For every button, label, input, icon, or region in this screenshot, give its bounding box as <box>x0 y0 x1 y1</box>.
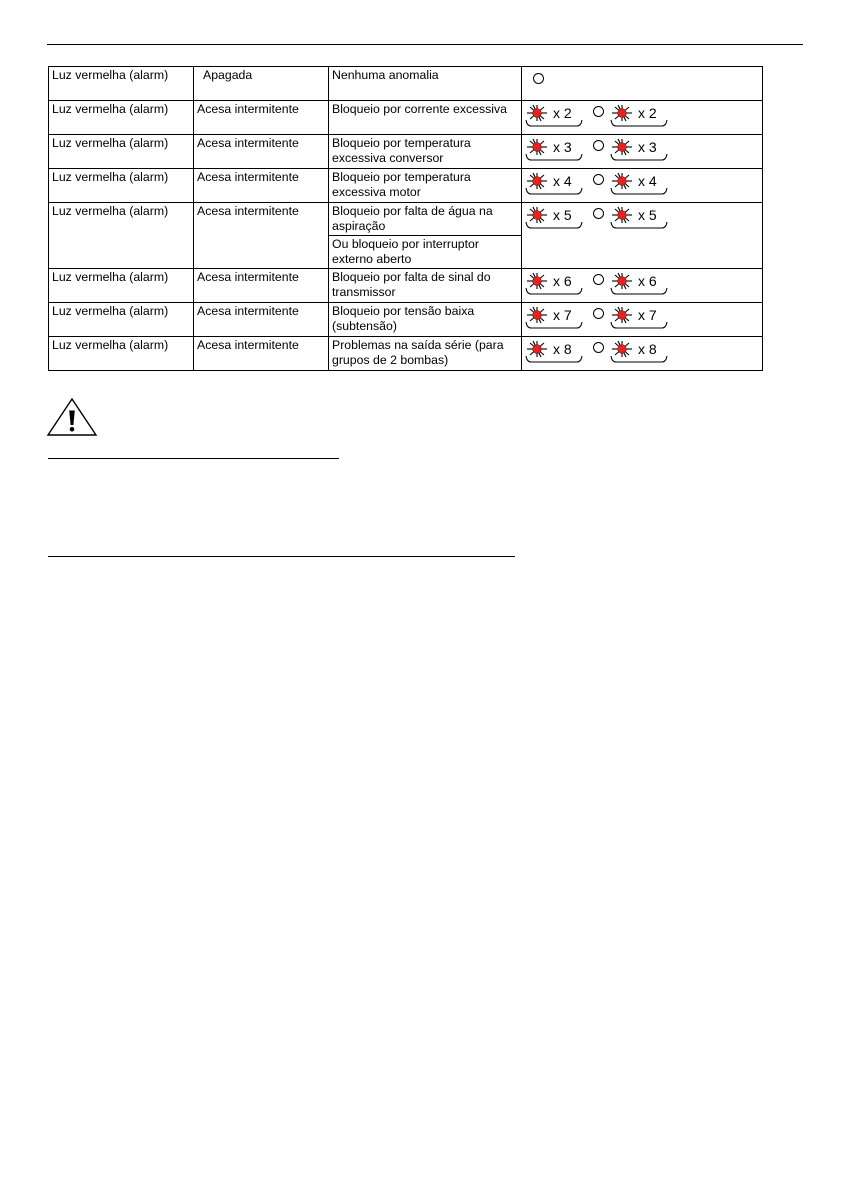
repeat-brace <box>525 186 583 198</box>
blink-count-group <box>610 340 668 366</box>
blink-count-group <box>525 306 583 332</box>
blink-count-group <box>525 272 583 298</box>
fault-description: excessiva motor <box>332 185 421 199</box>
blink-count-group <box>525 104 583 130</box>
blink-count-group <box>610 104 668 130</box>
light-label: Luz vermelha (alarm) <box>52 338 169 352</box>
fault-description: Bloqueio por corrente excessiva <box>332 102 507 116</box>
fault-description: Problemas na saída série (para <box>332 338 504 352</box>
blink-count: x 3 <box>638 139 657 155</box>
repeat-brace <box>610 220 668 232</box>
light-state: Acesa intermitente <box>197 136 299 150</box>
table-row <box>49 169 763 203</box>
light-state: Acesa intermitente <box>197 204 299 218</box>
led-off-icon <box>593 174 604 185</box>
led-off-icon <box>533 73 544 84</box>
fault-description: grupos de 2 bombas) <box>332 353 449 367</box>
blink-count-group <box>525 138 583 164</box>
table-row <box>49 67 763 101</box>
table-row <box>49 203 763 236</box>
blink-count-group <box>525 340 583 366</box>
light-state: Apagada <box>203 68 253 82</box>
light-label: Luz vermelha (alarm) <box>52 270 169 284</box>
blink-count: x 7 <box>638 307 657 323</box>
blink-sequence <box>522 303 762 332</box>
fault-description: Nenhuma anomalia <box>332 68 439 82</box>
light-state: Acesa intermitente <box>197 338 299 352</box>
led-off-icon <box>593 208 604 219</box>
fault-description: Ou bloqueio por interruptor <box>332 237 479 251</box>
blink-count: x 3 <box>553 139 572 155</box>
blink-count: x 8 <box>553 341 572 357</box>
blink-count: x 8 <box>638 341 657 357</box>
header-rule <box>47 44 803 45</box>
repeat-brace <box>525 220 583 232</box>
led-off-icon <box>593 342 604 353</box>
blink-count: x 7 <box>553 307 572 323</box>
repeat-brace <box>610 118 668 130</box>
light-label: Luz vermelha (alarm) <box>52 204 169 218</box>
light-state: Acesa intermitente <box>197 304 299 318</box>
light-state: Acesa intermitente <box>197 170 299 184</box>
blink-count: x 6 <box>553 273 572 289</box>
repeat-brace <box>610 286 668 298</box>
repeat-brace <box>610 152 668 164</box>
fault-description: excessiva conversor <box>332 151 444 165</box>
light-label: Luz vermelha (alarm) <box>52 68 169 82</box>
section-rule-2 <box>48 556 515 557</box>
repeat-brace <box>525 152 583 164</box>
led-off-icon <box>593 308 604 319</box>
repeat-brace <box>525 354 583 366</box>
table-row <box>49 337 763 371</box>
fault-description: Bloqueio por falta de sinal do <box>332 270 491 284</box>
blink-sequence <box>522 337 762 366</box>
blink-count-group <box>610 272 668 298</box>
fault-description: Bloqueio por temperatura <box>332 170 471 184</box>
led-off-icon <box>593 140 604 151</box>
table-row <box>49 269 763 303</box>
repeat-brace <box>610 186 668 198</box>
blink-count: x 2 <box>638 105 657 121</box>
warning-triangle-icon <box>46 397 98 437</box>
table-row <box>49 135 763 169</box>
blink-count: x 5 <box>638 207 657 223</box>
repeat-brace <box>525 286 583 298</box>
blink-count-group <box>610 172 668 198</box>
blink-count-group <box>610 306 668 332</box>
blink-count: x 4 <box>553 173 572 189</box>
repeat-brace <box>610 320 668 332</box>
fault-description: (subtensão) <box>332 319 397 333</box>
blink-count: x 2 <box>553 105 572 121</box>
light-label: Luz vermelha (alarm) <box>52 102 169 116</box>
light-label: Luz vermelha (alarm) <box>52 170 169 184</box>
fault-description: Bloqueio por falta de água na <box>332 204 493 218</box>
repeat-brace <box>525 118 583 130</box>
blink-count: x 6 <box>638 273 657 289</box>
blink-sequence <box>522 203 762 232</box>
light-label: Luz vermelha (alarm) <box>52 304 169 318</box>
blink-count: x 4 <box>638 173 657 189</box>
fault-description: aspiração <box>332 219 386 233</box>
light-label: Luz vermelha (alarm) <box>52 136 169 150</box>
led-off-icon <box>593 274 604 285</box>
blink-count-group <box>525 172 583 198</box>
blink-sequence <box>522 269 762 298</box>
repeat-brace <box>525 320 583 332</box>
fault-description: externo aberto <box>332 252 412 266</box>
alarm-signals-table <box>48 66 763 371</box>
blink-sequence <box>522 135 762 164</box>
blink-sequence <box>522 169 762 198</box>
light-state: Acesa intermitente <box>197 270 299 284</box>
repeat-brace <box>610 354 668 366</box>
fault-description: Bloqueio por temperatura <box>332 136 471 150</box>
blink-count-group <box>525 206 583 232</box>
blink-count-group <box>610 138 668 164</box>
blink-count: x 5 <box>553 207 572 223</box>
fault-description: Bloqueio por tensão baixa <box>332 304 475 318</box>
light-state: Acesa intermitente <box>197 102 299 116</box>
table-row <box>49 303 763 337</box>
table-row <box>49 101 763 135</box>
blink-count-group <box>610 206 668 232</box>
led-off-icon <box>593 106 604 117</box>
section-rule-1 <box>48 458 339 459</box>
fault-description: transmissor <box>332 285 396 299</box>
blink-sequence <box>522 101 762 130</box>
